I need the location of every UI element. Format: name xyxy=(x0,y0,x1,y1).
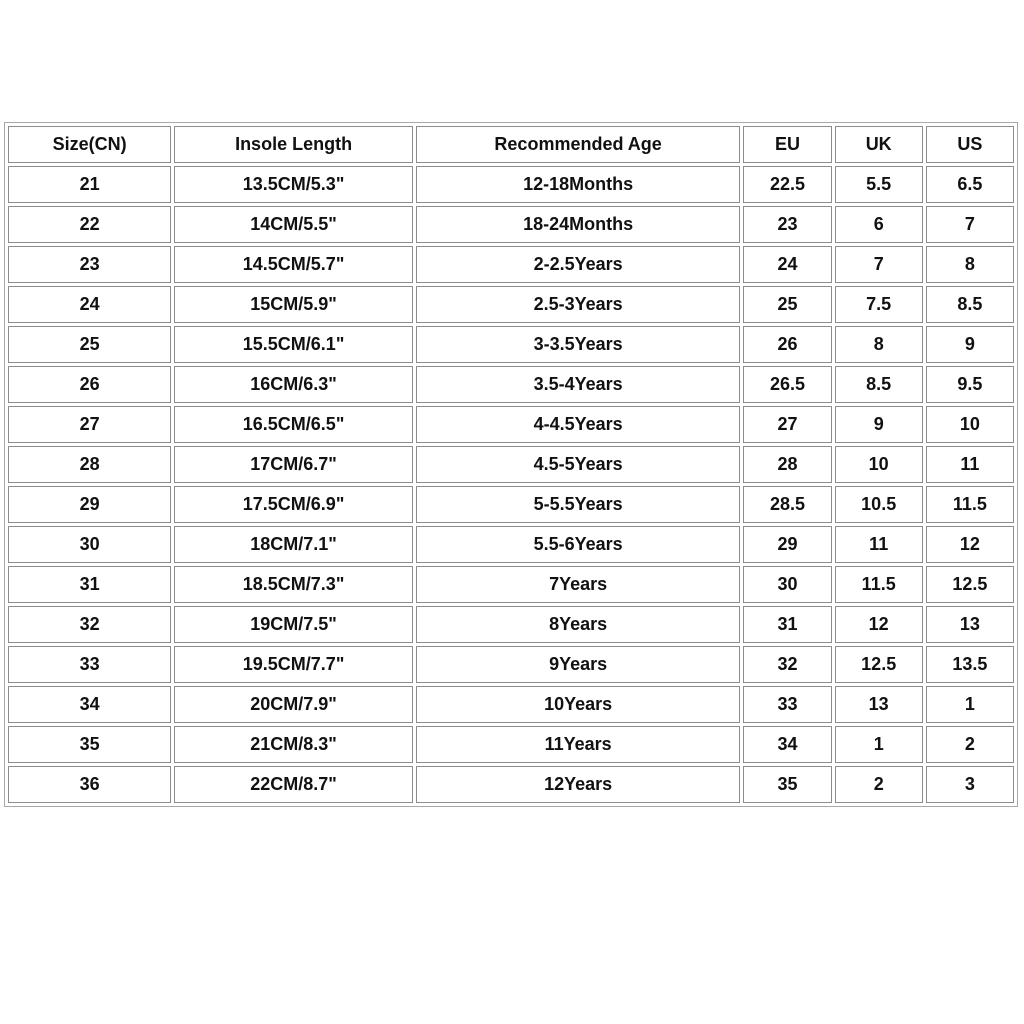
cell-eu: 28 xyxy=(743,446,831,483)
cell-recommended-age: 18-24Months xyxy=(416,206,741,243)
cell-size-cn: 36 xyxy=(8,766,171,803)
cell-insole-length: 19CM/7.5" xyxy=(174,606,412,643)
cell-us: 9 xyxy=(926,326,1014,363)
cell-recommended-age: 7Years xyxy=(416,566,741,603)
cell-uk: 7.5 xyxy=(835,286,923,323)
cell-us: 8 xyxy=(926,246,1014,283)
cell-uk: 12.5 xyxy=(835,646,923,683)
table-row xyxy=(8,366,1014,403)
cell-uk: 1 xyxy=(835,726,923,763)
cell-uk: 10.5 xyxy=(835,486,923,523)
table-row xyxy=(8,166,1014,203)
cell-us: 13 xyxy=(926,606,1014,643)
cell-uk: 5.5 xyxy=(835,166,923,203)
cell-size-cn: 23 xyxy=(8,246,171,283)
table-row xyxy=(8,406,1014,443)
table-row xyxy=(8,286,1014,323)
cell-insole-length: 18CM/7.1" xyxy=(174,526,412,563)
cell-recommended-age: 5-5.5Years xyxy=(416,486,741,523)
cell-us: 6.5 xyxy=(926,166,1014,203)
cell-size-cn: 24 xyxy=(8,286,171,323)
cell-insole-length: 17CM/6.7" xyxy=(174,446,412,483)
cell-size-cn: 27 xyxy=(8,406,171,443)
header-recommended-age: Recommended Age xyxy=(416,126,741,163)
cell-recommended-age: 4-4.5Years xyxy=(416,406,741,443)
size-chart-table xyxy=(4,122,1018,807)
cell-uk: 13 xyxy=(835,686,923,723)
cell-us: 11 xyxy=(926,446,1014,483)
cell-recommended-age: 9Years xyxy=(416,646,741,683)
cell-us: 11.5 xyxy=(926,486,1014,523)
cell-size-cn: 26 xyxy=(8,366,171,403)
header-size-cn: Size(CN) xyxy=(8,126,171,163)
cell-insole-length: 22CM/8.7" xyxy=(174,766,412,803)
cell-size-cn: 33 xyxy=(8,646,171,683)
cell-uk: 8.5 xyxy=(835,366,923,403)
table-row xyxy=(8,726,1014,763)
cell-insole-length: 13.5CM/5.3" xyxy=(174,166,412,203)
cell-us: 2 xyxy=(926,726,1014,763)
cell-insole-length: 14CM/5.5" xyxy=(174,206,412,243)
cell-recommended-age: 5.5-6Years xyxy=(416,526,741,563)
table-row xyxy=(8,326,1014,363)
cell-insole-length: 19.5CM/7.7" xyxy=(174,646,412,683)
cell-us: 8.5 xyxy=(926,286,1014,323)
cell-eu: 31 xyxy=(743,606,831,643)
cell-us: 12 xyxy=(926,526,1014,563)
cell-insole-length: 16CM/6.3" xyxy=(174,366,412,403)
table-row xyxy=(8,646,1014,683)
cell-uk: 2 xyxy=(835,766,923,803)
cell-us: 9.5 xyxy=(926,366,1014,403)
cell-uk: 12 xyxy=(835,606,923,643)
table-body xyxy=(8,166,1014,803)
header-eu: EU xyxy=(743,126,831,163)
cell-size-cn: 32 xyxy=(8,606,171,643)
cell-recommended-age: 11Years xyxy=(416,726,741,763)
cell-eu: 24 xyxy=(743,246,831,283)
table-row xyxy=(8,446,1014,483)
cell-recommended-age: 12Years xyxy=(416,766,741,803)
cell-eu: 33 xyxy=(743,686,831,723)
cell-insole-length: 15CM/5.9" xyxy=(174,286,412,323)
table-row xyxy=(8,606,1014,643)
cell-us: 13.5 xyxy=(926,646,1014,683)
header-uk: UK xyxy=(835,126,923,163)
cell-eu: 26.5 xyxy=(743,366,831,403)
cell-insole-length: 17.5CM/6.9" xyxy=(174,486,412,523)
cell-recommended-age: 3.5-4Years xyxy=(416,366,741,403)
cell-uk: 8 xyxy=(835,326,923,363)
cell-size-cn: 29 xyxy=(8,486,171,523)
cell-recommended-age: 8Years xyxy=(416,606,741,643)
cell-uk: 11 xyxy=(835,526,923,563)
cell-insole-length: 14.5CM/5.7" xyxy=(174,246,412,283)
cell-size-cn: 31 xyxy=(8,566,171,603)
cell-uk: 6 xyxy=(835,206,923,243)
cell-size-cn: 30 xyxy=(8,526,171,563)
cell-eu: 25 xyxy=(743,286,831,323)
cell-eu: 30 xyxy=(743,566,831,603)
cell-eu: 29 xyxy=(743,526,831,563)
cell-insole-length: 16.5CM/6.5" xyxy=(174,406,412,443)
cell-us: 1 xyxy=(926,686,1014,723)
cell-us: 10 xyxy=(926,406,1014,443)
cell-eu: 35 xyxy=(743,766,831,803)
cell-size-cn: 22 xyxy=(8,206,171,243)
cell-recommended-age: 10Years xyxy=(416,686,741,723)
cell-size-cn: 28 xyxy=(8,446,171,483)
cell-eu: 34 xyxy=(743,726,831,763)
header-us: US xyxy=(926,126,1014,163)
table-row xyxy=(8,526,1014,563)
cell-us: 3 xyxy=(926,766,1014,803)
table-header xyxy=(8,126,1014,163)
table-row xyxy=(8,566,1014,603)
cell-insole-length: 15.5CM/6.1" xyxy=(174,326,412,363)
cell-recommended-age: 4.5-5Years xyxy=(416,446,741,483)
cell-eu: 32 xyxy=(743,646,831,683)
cell-uk: 9 xyxy=(835,406,923,443)
cell-insole-length: 18.5CM/7.3" xyxy=(174,566,412,603)
cell-eu: 28.5 xyxy=(743,486,831,523)
cell-recommended-age: 2.5-3Years xyxy=(416,286,741,323)
cell-us: 12.5 xyxy=(926,566,1014,603)
cell-size-cn: 25 xyxy=(8,326,171,363)
cell-recommended-age: 3-3.5Years xyxy=(416,326,741,363)
table-row xyxy=(8,246,1014,283)
cell-insole-length: 21CM/8.3" xyxy=(174,726,412,763)
cell-recommended-age: 2-2.5Years xyxy=(416,246,741,283)
cell-recommended-age: 12-18Months xyxy=(416,166,741,203)
cell-us: 7 xyxy=(926,206,1014,243)
header-insole-length: Insole Length xyxy=(174,126,412,163)
table-row xyxy=(8,766,1014,803)
cell-eu: 27 xyxy=(743,406,831,443)
cell-insole-length: 20CM/7.9" xyxy=(174,686,412,723)
cell-eu: 22.5 xyxy=(743,166,831,203)
table-row xyxy=(8,686,1014,723)
cell-eu: 23 xyxy=(743,206,831,243)
cell-uk: 11.5 xyxy=(835,566,923,603)
cell-size-cn: 21 xyxy=(8,166,171,203)
table-row xyxy=(8,206,1014,243)
header-row xyxy=(8,126,1014,163)
cell-eu: 26 xyxy=(743,326,831,363)
cell-size-cn: 35 xyxy=(8,726,171,763)
cell-size-cn: 34 xyxy=(8,686,171,723)
cell-uk: 10 xyxy=(835,446,923,483)
table-row xyxy=(8,486,1014,523)
cell-uk: 7 xyxy=(835,246,923,283)
